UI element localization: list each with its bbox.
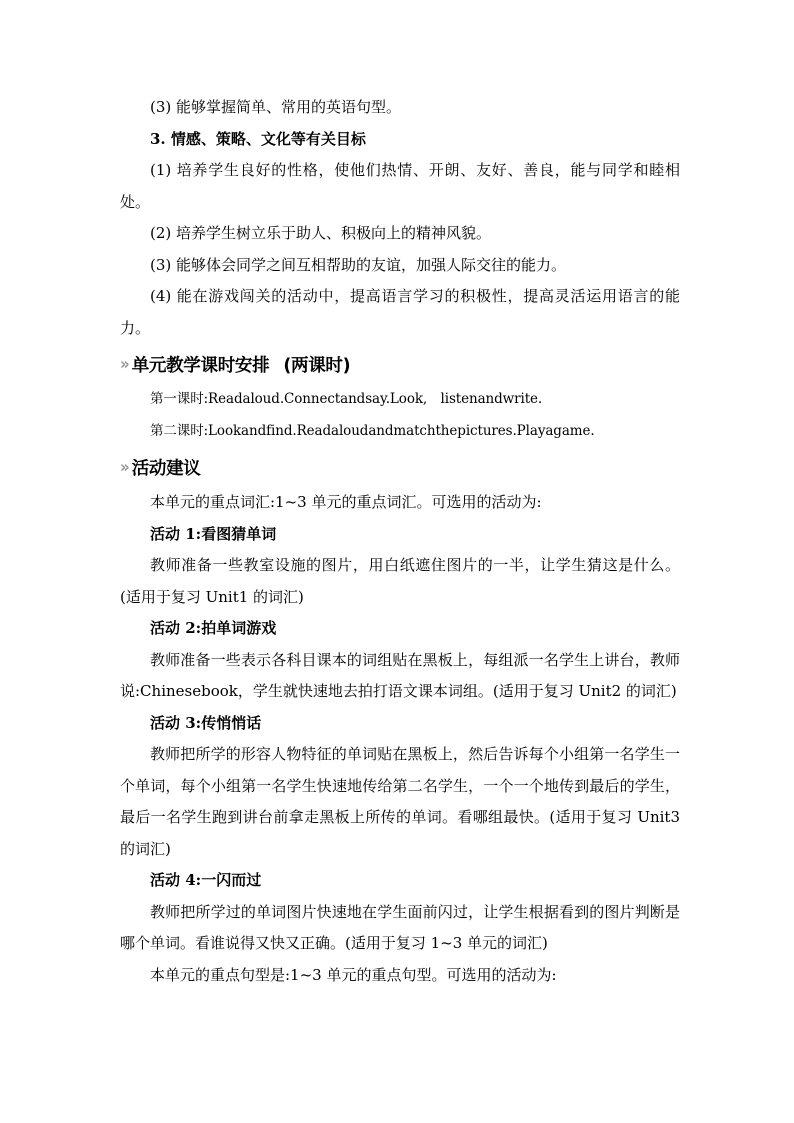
section-heading-activities xyxy=(120,449,680,485)
lesson-list xyxy=(120,384,680,447)
document-body xyxy=(120,92,680,991)
lesson-item: 第一课时:Readaloud.Connectandsay.Look, listenandwrite. xyxy=(150,391,543,407)
objectives-block xyxy=(120,92,680,344)
activity-description: 教师准备一些表示各科目课本的词组贴在黑板上，每组派一名学生上讲台，教师说:Chinesebook，学生就快速地去拍打语文课本词组。(适用于复习 Unit2 的词汇) xyxy=(120,650,680,700)
activity-title: 活动 3:传悄悄话 xyxy=(150,713,262,732)
activity-title: 活动 4:一闪而过 xyxy=(150,871,262,889)
objective-line: (4) 能在游戏闯关的活动中，提高语言学习的积极性，提高灵活运用语言的能力。 xyxy=(120,287,680,337)
activity-intro: 本单元的重点句型是:1~3 单元的重点句型。可选用的活动为: xyxy=(150,965,557,984)
section-title: 活动建议 xyxy=(131,458,201,479)
double-chevron-icon: » xyxy=(120,457,126,477)
activity-title: 活动 2:拍单词游戏 xyxy=(150,619,277,637)
lesson-item: 第二课时:Lookandfind.Readaloudandmatchthepictures.Playagame. xyxy=(150,422,595,439)
objective-line: (3) 能够体会同学之间互相帮助的友谊，加强人际交往的能力。 xyxy=(150,255,567,274)
objective-heading: 3. 情感、策略、文化等有关目标 xyxy=(150,129,366,148)
section-title: 单元教学课时安排 xyxy=(131,355,270,376)
objective-line: (1) 培养学生良好的性格，使他们热情、开朗、友好、善良，能与同学和睦相处。 xyxy=(120,161,680,211)
activity-description: 教师准备一些教室设施的图片，用白纸遮住图片的一半，让学生猜这是什么。(适用于复习 Unit1 的词汇) xyxy=(120,556,680,606)
activity-description: 教师把所学过的单词图片快速地在学生面前闪过，让学生根据看到的图片判断是哪个单词。看谁说得又快又正确。(适用于复习 1~3 单元的词汇) xyxy=(120,902,680,952)
objective-line: (3) 能够掌握简单、常用的英语句型。 xyxy=(150,98,402,116)
activity-title: 活动 1:看图猜单词 xyxy=(150,524,277,543)
objective-line: (2) 培养学生树立乐于助人、积极向上的精神风貌。 xyxy=(150,224,492,242)
section-subtitle: (两课时) xyxy=(283,355,351,376)
double-chevron-icon: » xyxy=(120,354,126,374)
section-heading-schedule xyxy=(120,346,680,382)
activity-description: 教师把所学的形容人物特征的单词贴在黑板上，然后告诉每个小组第一名学生一个单词，每个小组第一名学生快速地传给第二名学生，一个一个地传到最后的学生，最后一名学生跑到讲台前拿走黑板上所传的单词。看哪组最快。(适用于复习 Unit3 的词汇) xyxy=(120,745,680,858)
activity-intro: 本单元的重点词汇:1~3 单元的重点词汇。可选用的活动为: xyxy=(150,493,542,511)
activities-block xyxy=(120,487,680,991)
